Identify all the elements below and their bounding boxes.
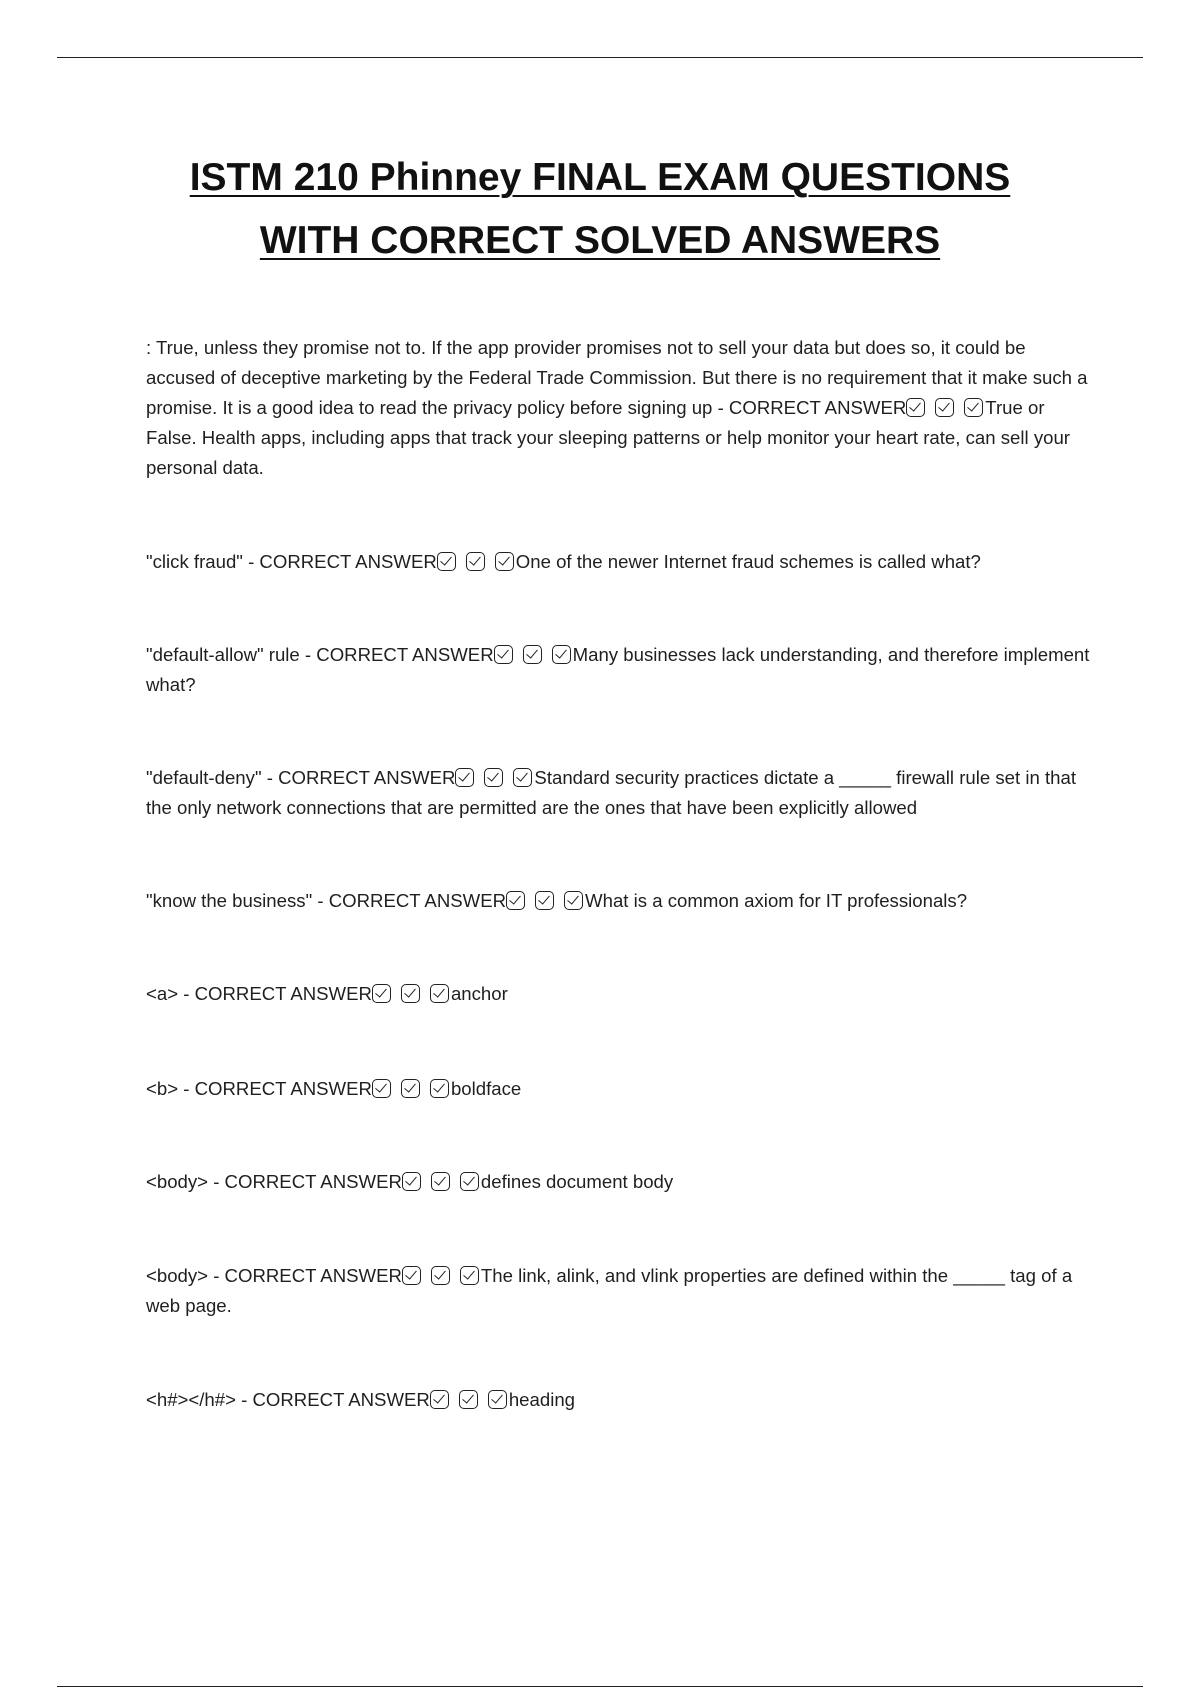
qa-entry-1 (146, 333, 1096, 483)
checkbox-checked-icon (401, 984, 420, 1003)
answer-text: "click fraud" - CORRECT ANSWER (146, 551, 437, 572)
qa-entry-9 (146, 1261, 1096, 1321)
answer-text: <body> - CORRECT ANSWER (146, 1265, 402, 1286)
checkbox-checked-icon (372, 1079, 391, 1098)
question-text: Many businesses lack understanding, and therefore implement what? (146, 644, 1090, 695)
checkbox-checked-icon (459, 1390, 478, 1409)
checkbox-checked-icon (906, 398, 925, 417)
checkbox-checked-icon (484, 768, 503, 787)
question-text: heading (508, 1389, 576, 1410)
title-line-1: ISTM 210 Phinney FINAL EXAM QUESTIONS (189, 156, 1011, 199)
question-text: What is a common axiom for IT professionals? (585, 890, 968, 911)
qa-entry-4 (146, 763, 1096, 823)
checkbox-checked-icon (455, 768, 474, 787)
answer-text: <b> - CORRECT ANSWER (146, 1078, 372, 1099)
question-text: True or False. Health apps, including apps that track your sleeping patterns or help monitor your heart rate, can sell your personal data. (146, 397, 1070, 478)
bottom-divider (57, 1686, 1143, 1687)
checkbox-checked-icon (401, 1079, 420, 1098)
question-text: defines document body (480, 1171, 674, 1192)
checkbox-checked-icon (564, 891, 583, 910)
checkbox-checked-icon (552, 645, 571, 664)
checkbox-checked-icon (402, 1266, 421, 1285)
checkbox-checked-icon (372, 984, 391, 1003)
answer-text: <body> - CORRECT ANSWER (146, 1171, 402, 1192)
checkmarks (455, 767, 534, 788)
page-title (100, 146, 1100, 272)
checkbox-checked-icon (402, 1172, 421, 1191)
qa-entry-3 (146, 640, 1096, 700)
checkbox-checked-icon (460, 1266, 479, 1285)
question-text: boldface (450, 1078, 522, 1099)
checkbox-checked-icon (935, 398, 954, 417)
checkmarks (906, 397, 985, 418)
question-text: Standard security practices dictate a _____ firewall rule set in that the only network connections that are permitted are the ones that have been explicitly allowed (146, 767, 1076, 818)
checkbox-checked-icon (495, 552, 514, 571)
checkmarks (372, 983, 451, 1004)
qa-entry-2 (146, 547, 1096, 577)
checkmarks (430, 1389, 509, 1410)
qa-entry-7 (146, 1074, 1096, 1104)
answer-text: "default-allow" rule - CORRECT ANSWER (146, 644, 494, 665)
checkmarks (437, 551, 516, 572)
checkbox-checked-icon (488, 1390, 507, 1409)
question-text: anchor (450, 983, 508, 1004)
checkmarks (506, 890, 585, 911)
checkbox-checked-icon (506, 891, 525, 910)
checkbox-checked-icon (460, 1172, 479, 1191)
checkbox-checked-icon (466, 552, 485, 571)
qa-entry-6 (146, 979, 1096, 1009)
title-line-2: WITH CORRECT SOLVED ANSWERS (259, 219, 941, 262)
checkbox-checked-icon (523, 645, 542, 664)
answer-text: "default-deny" - CORRECT ANSWER (146, 767, 456, 788)
checkbox-checked-icon (494, 645, 513, 664)
checkmarks (372, 1078, 451, 1099)
checkbox-checked-icon (964, 398, 983, 417)
checkbox-checked-icon (430, 1390, 449, 1409)
checkbox-checked-icon (513, 768, 532, 787)
checkmarks (494, 644, 573, 665)
question-text: One of the newer Internet fraud schemes is called what? (515, 551, 981, 572)
qa-entry-5 (146, 886, 1096, 916)
checkmarks (402, 1265, 481, 1286)
answer-text: <a> - CORRECT ANSWER (146, 983, 372, 1004)
checkbox-checked-icon (430, 984, 449, 1003)
qa-entry-10 (146, 1385, 1096, 1415)
question-text: The link, alink, and vlink properties are defined within the _____ tag of a web page. (146, 1265, 1073, 1316)
qa-entry-8 (146, 1167, 1096, 1197)
checkmarks (402, 1171, 481, 1192)
top-divider (57, 57, 1143, 58)
checkbox-checked-icon (431, 1172, 450, 1191)
checkbox-checked-icon (535, 891, 554, 910)
checkbox-checked-icon (437, 552, 456, 571)
checkbox-checked-icon (431, 1266, 450, 1285)
answer-text: "know the business" - CORRECT ANSWER (146, 890, 507, 911)
checkbox-checked-icon (430, 1079, 449, 1098)
answer-text: <h#></h#> - CORRECT ANSWER (146, 1389, 430, 1410)
answer-text: : True, unless they promise not to. If the app provider promises not to sell your data but does so, it could be accused of deceptive marketing by the Federal Trade Commission. But there is no requirement that it make such a promise. It is a good idea to read the privacy policy before signing up - CORRECT ANSWER (146, 337, 1088, 418)
